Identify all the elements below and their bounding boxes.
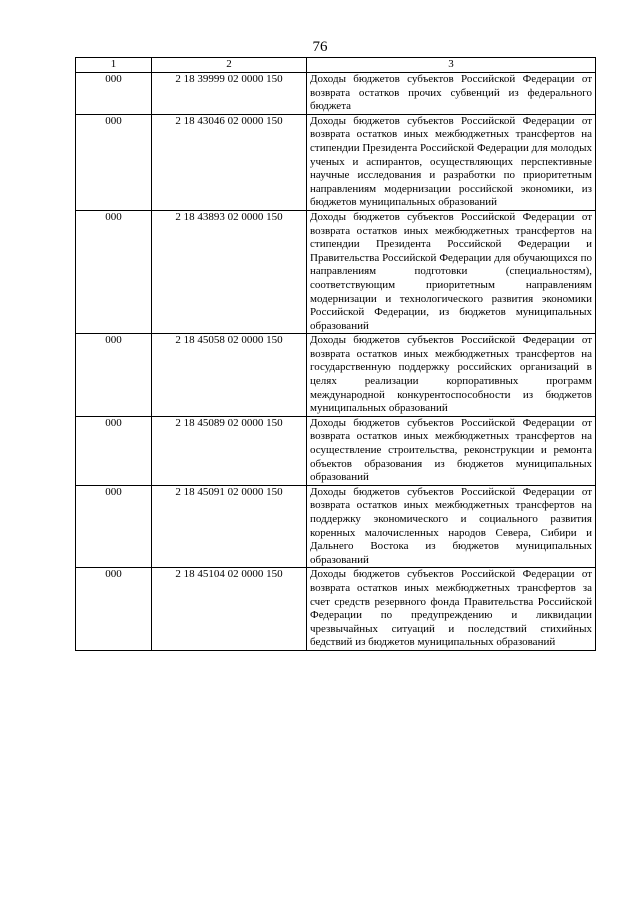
income-code-cell: 2 18 45104 02 0000 150 (152, 568, 307, 651)
admin-code-cell: 000 (76, 485, 152, 568)
income-code-cell: 2 18 45058 02 0000 150 (152, 334, 307, 417)
budget-income-table (75, 57, 596, 651)
description-text: Доходы бюджетов субъектов Российской Федерации от возврата остатков иных межбюджетных трансфертов на стипендии Президента Российской Федерации и Правительства Российской Федерации для обучающихся по направлениям подготовки (специальностям), соответствующим приоритетным направлениям модернизации и технологического развития экономики Российской Федерации, из бюджетов муниципальных образований (310, 210, 592, 332)
admin-code-cell: 000 (76, 73, 152, 115)
description-cell (307, 485, 596, 568)
description-text: Доходы бюджетов субъектов Российской Федерации от возврата остатков иных межбюджетных трансфертов на стипендии Президента Российской Федерации для молодых ученых и аспирантов, осуществляющих перспективные научные исследования и разработки по приоритетным направлениям модернизации российской экономики, из бюджетов муниципальных образований (310, 114, 593, 209)
admin-code-cell: 000 (76, 568, 152, 651)
income-code-cell: 2 18 39999 02 0000 150 (152, 73, 307, 115)
description-text: Доходы бюджетов субъектов Российской Федерации от возврата остатков прочих субвенций из федерального бюджета (310, 73, 592, 113)
table-row (76, 210, 596, 333)
description-cell (307, 568, 596, 651)
admin-code-cell: 000 (76, 210, 152, 333)
description-cell (307, 210, 596, 333)
table-row (76, 73, 596, 115)
description-cell (307, 416, 596, 485)
table-row (76, 416, 596, 485)
admin-code-cell: 000 (76, 334, 152, 417)
income-code-cell: 2 18 43046 02 0000 150 (152, 114, 307, 210)
description-cell (307, 334, 596, 417)
income-code-cell: 2 18 45089 02 0000 150 (152, 416, 307, 485)
description-text: Доходы бюджетов субъектов Российской Федерации от возврата остатков иных межбюджетных трансфертов за счет средств резервного фонда Правительства Российской Федерации по предупреждению и ликвидации чрезвычайных ситуаций и последствий стихийных бедствий из бюджетов муниципальных образований (310, 568, 592, 649)
column-header-3: 3 (307, 58, 596, 73)
description-text: Доходы бюджетов субъектов Российской Федерации от возврата остатков иных межбюджетных трансфертов на поддержку экономического и социального развития коренных малочисленных народов Севера, Сибири и Дальнего Востока из бюджетов муниципальных образований (310, 485, 592, 566)
column-header-2: 2 (152, 58, 307, 73)
column-header-1: 1 (76, 58, 152, 73)
description-text: Доходы бюджетов субъектов Российской Федерации от возврата остатков иных межбюджетных трансфертов на государственную поддержку российских организаций в целях реализации корпоративных программ международной конкурентоспособности из бюджетов муниципальных образований (310, 334, 592, 415)
description-text: Доходы бюджетов субъектов Российской Федерации от возврата остатков иных межбюджетных трансфертов на осуществление строительства, реконструкции и ремонта объектов образования из бюджетов муниципальных образований (310, 416, 592, 484)
admin-code-cell: 000 (76, 416, 152, 485)
table-row (76, 114, 596, 210)
table-row (76, 485, 596, 568)
table-row (76, 334, 596, 417)
description-cell (307, 73, 596, 115)
description-cell (307, 114, 596, 210)
page-number: 76 (312, 39, 328, 55)
table-row (76, 568, 596, 651)
income-code-cell: 2 18 43893 02 0000 150 (152, 210, 307, 333)
table-header-row (76, 58, 596, 73)
income-code-cell: 2 18 45091 02 0000 150 (152, 485, 307, 568)
admin-code-cell: 000 (76, 114, 152, 210)
